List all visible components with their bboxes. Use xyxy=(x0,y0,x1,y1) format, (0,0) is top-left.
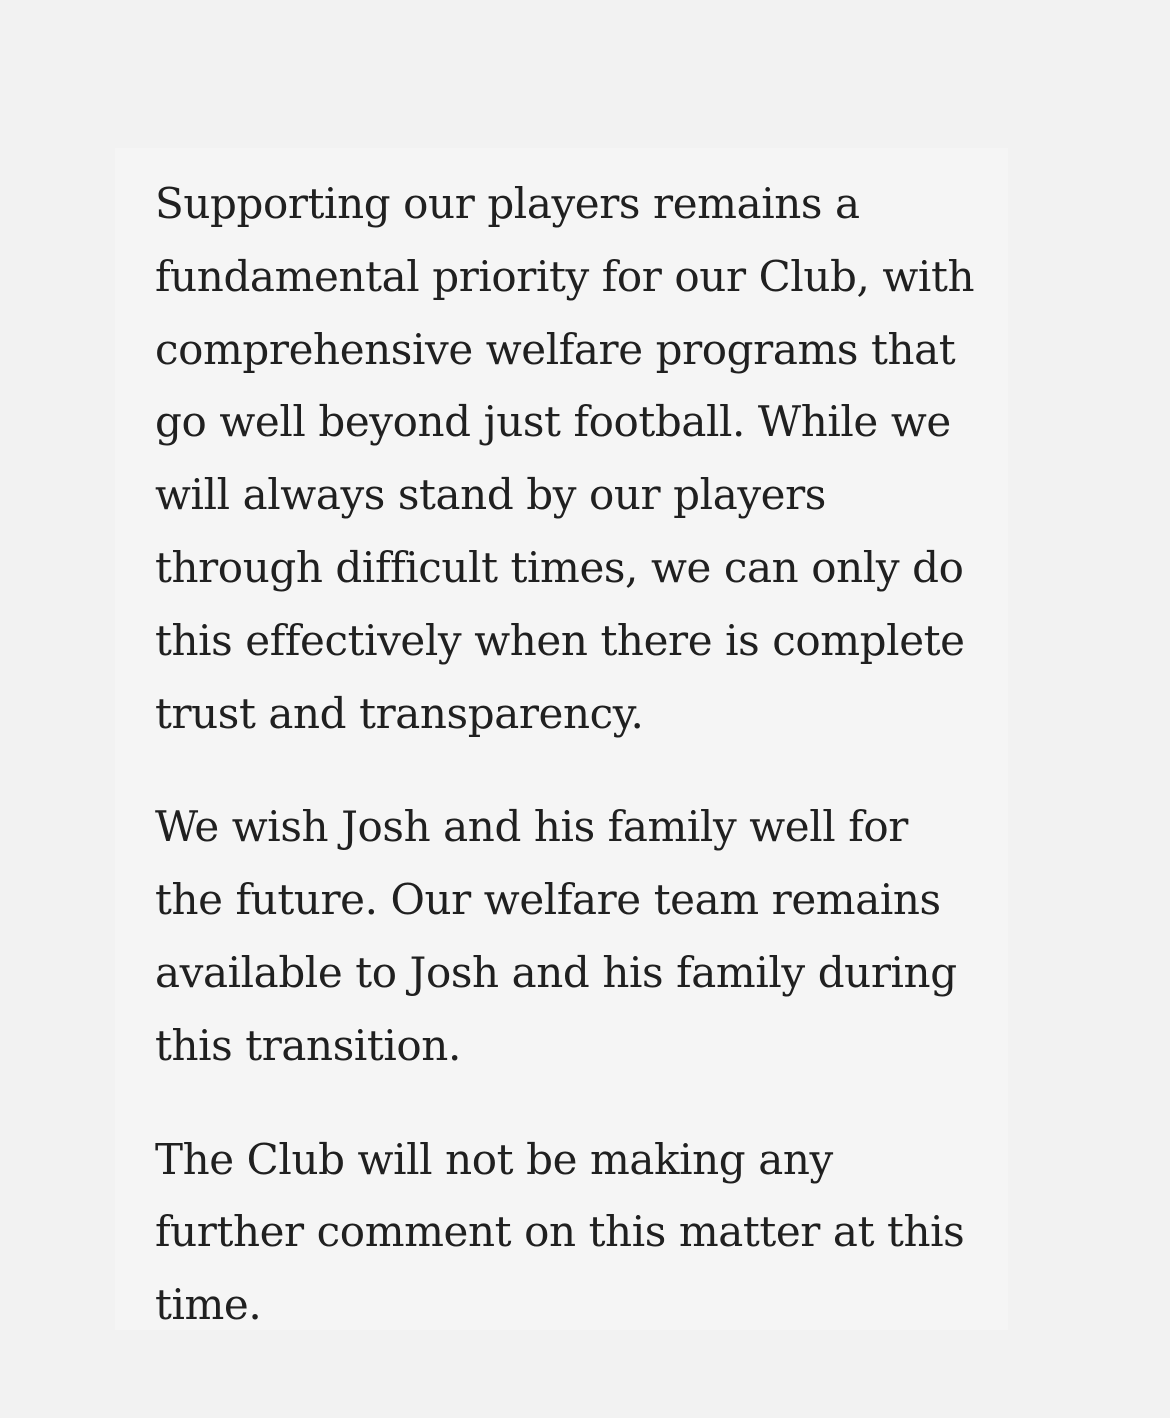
statement-paragraph-2: We wish Josh and his family well for the future. Our welfare team remains available to Josh and his family during this transition. xyxy=(155,802,957,1070)
statement-text xyxy=(155,168,985,1383)
statement-paragraph-1: Supporting our players remains a fundamental priority for our Club, with comprehensive welfare programs that go well beyond just football. While we will always stand by our players through difficult times, we can only do this effectively when there is complete trust and transparency. xyxy=(155,179,975,738)
statement-card xyxy=(115,148,1008,1330)
statement-paragraph-3: The Club will not be making any further comment on this matter at this time. xyxy=(155,1134,965,1330)
